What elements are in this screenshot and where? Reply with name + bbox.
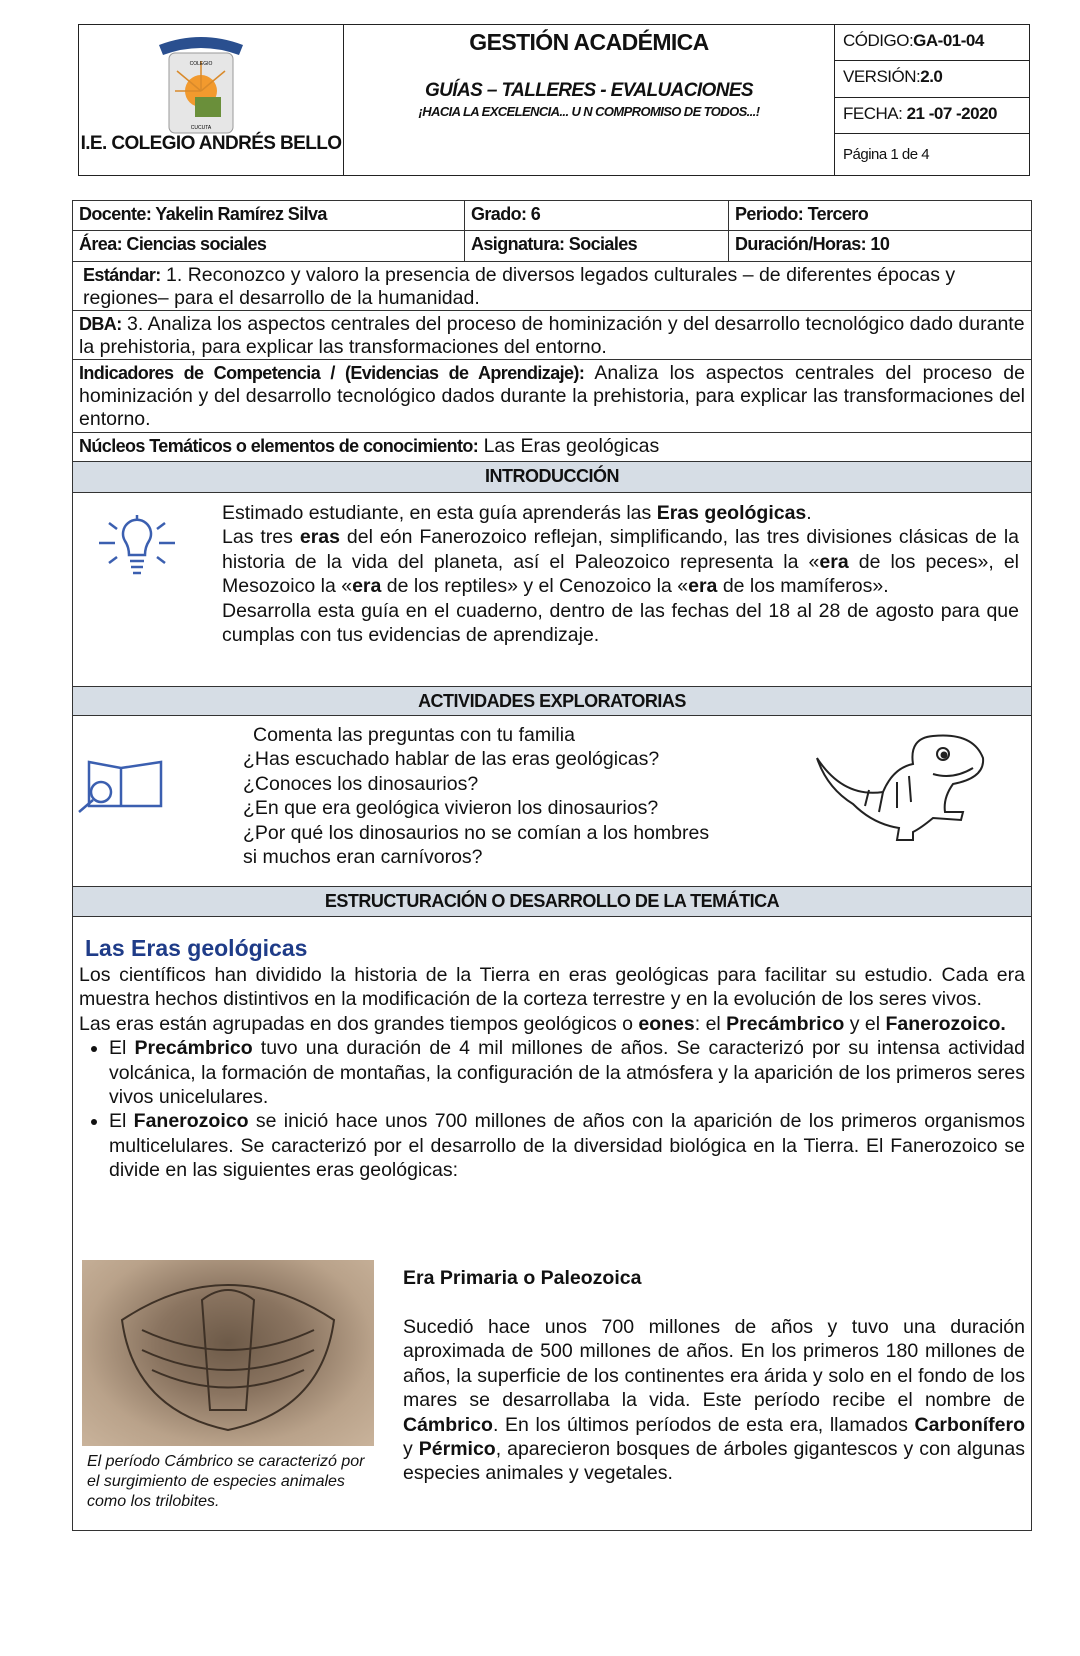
svg-text:CUCUTA: CUCUTA xyxy=(190,125,212,131)
section-actividades: ACTIVIDADES EXPLORATORIAS xyxy=(73,687,1031,716)
dinosaur-illustration xyxy=(813,728,993,846)
guide-table xyxy=(72,200,1032,1531)
info-row-1 xyxy=(73,201,1031,231)
book-magnifier-icon xyxy=(75,756,165,816)
dba: DBA: 3. Analiza los aspectos centrales del proceso de hominización y del desarrollo tecnológico dado durante la prehistoria, para explicar las transformaciones del entorno. xyxy=(73,311,1031,360)
page-number: Página 1 de 4 xyxy=(843,145,930,163)
era-title: Era Primaria o Paleozoica xyxy=(403,1267,642,1289)
school-cell xyxy=(79,25,344,175)
version: VERSIÓN:2.0 xyxy=(835,61,1029,97)
question: ¿Conoces los dinosaurios? xyxy=(243,772,479,795)
intro-body xyxy=(73,493,1031,687)
actividades-body xyxy=(73,716,1031,887)
grado: Grado: 6 xyxy=(465,201,729,230)
duracion: Duración/Horas: 10 xyxy=(735,234,890,254)
intro-text: Estimado estudiante, en esta guía aprenderás las Eras geológicas. Las tres eras del eón Fanerozoico reflejan, simplificando, las tres divisiones clásicas de la historia de la vida del planeta, así el Paleozoico representa la «era de los peces», el Mesozoico la «era de los reptiles» y el Cenozoico la «era de los mamíferos». Desarrolla esta guía en el cuaderno, dentro de las fechas del 18 al 28 de agosto para que cumplas con tus evidencias de aprendizaje. xyxy=(222,502,1019,647)
school-name: I.E. COLEGIO ANDRÉS BELLO xyxy=(80,133,342,154)
docente: Docente: Yakelin Ramírez Silva xyxy=(73,201,465,230)
estandar: Estándar: 1. Reconozco y valoro la presencia de diversos legados culturales – de diferentes épocas y regiones– para el desarrollo de la humanidad. xyxy=(73,262,1031,311)
question-list xyxy=(243,723,709,869)
meta-cell xyxy=(835,25,1029,175)
question: ¿En que era geológica vivieron los dinosaurios? xyxy=(243,797,659,820)
title-cell xyxy=(344,25,835,175)
svg-text:COLEGIO: COLEGIO xyxy=(189,61,213,67)
image-caption: El período Cámbrico se caracterizó por el surgimiento de especies animales como los trilobites. xyxy=(87,1453,365,1510)
area: Área: Ciencias sociales xyxy=(73,231,465,261)
lightbulb-icon xyxy=(87,513,187,583)
doc-title: GESTIÓN ACADÉMICA xyxy=(469,29,709,55)
era-text: Sucedió hace unos 700 millones de años y tuvo una duración aproximada de 500 millones de años. En los primeros 180 millones de años, la superficie de los continentes era árida y solo en el fondo de los mares se desarrollaba la vida. Este período recibe el nombre de Cámbrico. En los últimos períodos de esta era, llamados Carbonífero y Pérmico, aparecieron bosques de árboles gigantescos y con algunas especies animales y vegetales. xyxy=(403,1316,1025,1485)
indicadores: Indicadores de Competencia / (Evidencias de Aprendizaje): Analiza los aspectos centrales del proceso de hominización y del desarrollo tecnológico dados durante la prehistoria, para explicar las transformaciones del entorno. xyxy=(73,360,1031,433)
fecha: FECHA: 21 -07 -2020 xyxy=(835,98,1029,134)
desarrollo-body xyxy=(73,917,1031,1530)
asignatura: Asignatura: Sociales xyxy=(465,231,729,261)
nucleos: Núcleos Temáticos o elementos de conocimiento: Las Eras geológicas xyxy=(73,433,1031,462)
section-title: Las Eras geológicas xyxy=(85,935,308,961)
desarrollo-text: Los científicos han dividido la historia de la Tierra en eras geológicas para facilitar su estudio. Cada era muestra hechos distintivos en la modificación de la corteza terrestre y en la evolución de los seres vivos. Las eras están agrupadas en dos grandes tiempos geológicos o eones: el Precámbrico y el Fanerozoico. • El Precámbrico tuvo una duración de 4 mil millones de años. Se caracterizó por su intensa actividad volcánica, la formación de montañas, la configuración de la atmósfera y la aparición de los primeros seres vivos unicelulares. • El Fanerozoico se inició hace unos 700 millones de años con la aparición de los primeros organismos multicelulares. Se caracterizó por el desarrollo de la diversidad biológica en la Tierra. El Fanerozoico se divide en las siguientes eras geológicas: xyxy=(79,963,1025,1183)
bullet-fanerozoico: • El Fanerozoico se inició hace unos 700 millones de años con la aparición de los primeros organismos multicelulares. Se caracterizó por el desarrollo de la diversidad biológica en la Tierra. El Fanerozoico se divide en las siguientes eras geológicas: xyxy=(109,1109,1025,1182)
section-desarrollo: ESTRUCTURACIÓN O DESARROLLO DE LA TEMÁTICA xyxy=(73,887,1031,917)
question: Comenta las preguntas con tu familia xyxy=(253,724,575,746)
question: si muchos eran carnívoros? xyxy=(243,846,483,869)
question: ¿Por qué los dinosaurios no se comían a los hombres xyxy=(243,821,710,844)
codigo: CÓDIGO:GA-01-04 xyxy=(835,25,1029,61)
question: ¿Has escuchado hablar de las eras geológicas? xyxy=(243,748,660,771)
trilobite-image xyxy=(82,1260,374,1446)
info-row-2 xyxy=(73,231,1031,262)
doc-subtitle: GUÍAS – TALLERES - EVALUACIONES xyxy=(424,80,753,101)
periodo: Periodo: Tercero xyxy=(735,204,869,224)
section-introduccion: INTRODUCCIÓN xyxy=(73,462,1031,493)
bullet-precambrico: • El Precámbrico tuvo una duración de 4 mil millones de años. Se caracterizó por su intensa actividad volcánica, la formación de montañas, la configuración de la atmósfera y la aparición de los primeros seres vivos unicelulares. xyxy=(109,1036,1025,1109)
document-header xyxy=(78,24,1030,176)
school-logo xyxy=(151,31,251,139)
motto: ¡HACIA LA EXCELENCIA... U N COMPROMISO DE TODOS...! xyxy=(418,104,760,119)
